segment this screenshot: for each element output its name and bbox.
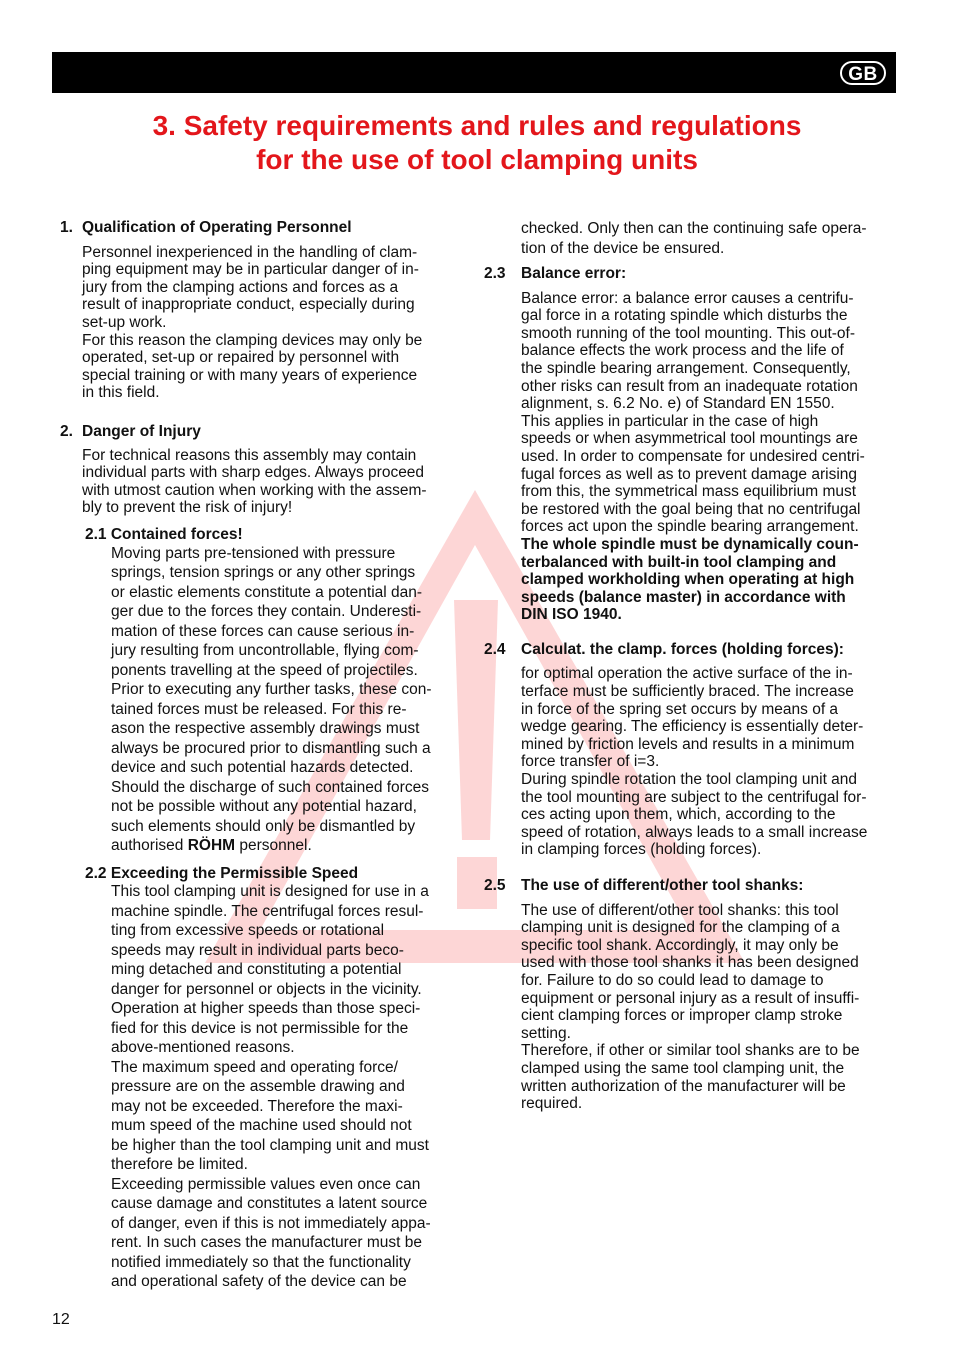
text-line: speeds (balance master) in accordance with bbox=[521, 588, 846, 606]
text-line: clamped using the same tool clamping unit, the bbox=[521, 1059, 845, 1077]
text-line: other risks can result from an inadequate rotation bbox=[521, 377, 858, 395]
text-line: Balance error: a balance error causes a centrifu- bbox=[521, 289, 854, 307]
text-line: ping equipment may be in particular danger of in- bbox=[82, 261, 419, 279]
text-line: above-mentioned reasons. bbox=[111, 1039, 295, 1057]
text-line: mation of these forces can cause serious in- bbox=[111, 622, 415, 640]
section-title: Balance error: bbox=[521, 265, 627, 282]
section-2-text bbox=[82, 447, 460, 517]
subsection-2-1-text bbox=[111, 544, 460, 856]
text-line: clamping unit is designed for the clamping of a bbox=[521, 919, 840, 937]
section-2-4-text bbox=[521, 665, 899, 859]
section-title: The use of different/other tool shanks: bbox=[521, 877, 804, 894]
text-line: checked. Only then can the continuing safe opera- bbox=[521, 220, 867, 237]
section-1-heading bbox=[60, 219, 460, 237]
title-line-1: 3. Safety requirements and rules and regulations bbox=[152, 110, 802, 141]
text-line: mum speed of the machine used should not bbox=[111, 1117, 412, 1135]
section-2-3-text bbox=[521, 290, 899, 624]
text-line: used with those tool shanks it has been designed bbox=[521, 954, 859, 972]
text-line: springs, tension springs or any other springs bbox=[111, 564, 416, 581]
section-2-4-heading bbox=[484, 641, 899, 659]
text-line: danger for personnel or objects in the vicinity. bbox=[111, 980, 422, 998]
text-line: the tool mounting are subject to the centrifugal for- bbox=[521, 788, 867, 806]
left-column bbox=[60, 219, 460, 1292]
text-line: rent. In such cases the manufacturer must be bbox=[111, 1234, 423, 1252]
highlight-text bbox=[521, 536, 899, 624]
text-line: or elastic elements constitute a potential dan- bbox=[111, 583, 423, 601]
text-line: pressure are on the assemble drawing and bbox=[111, 1078, 405, 1096]
text-fragment: authorised bbox=[111, 837, 188, 854]
text-line: The use of different/other tool shanks: this tool bbox=[521, 901, 839, 919]
section-1-text bbox=[82, 244, 460, 402]
text-line: equipment or personal injury as a result of insuffi- bbox=[521, 989, 860, 1007]
text-line: in clamping forces (holding forces). bbox=[521, 841, 762, 859]
text-line: specific tool shank. Accordingly, it may only be bbox=[521, 936, 839, 954]
text-line: be higher than the tool clamping unit and must bbox=[111, 1136, 429, 1154]
text-line: jury from the clamping actions and forces as a bbox=[82, 278, 399, 296]
text-line: Therefore, if other or similar tool shanks are to be bbox=[521, 1042, 860, 1060]
text-line bbox=[111, 836, 460, 856]
text-line: Should the discharge of such contained forces bbox=[111, 778, 429, 796]
text-line: not be possible without any potential hazard, bbox=[111, 798, 417, 815]
brand-name: RÖHM bbox=[187, 837, 236, 854]
text-line: ces acting upon them, which, according to the bbox=[521, 806, 836, 824]
text-line: be restored with the goal being that no centrifugal bbox=[521, 500, 861, 518]
text-line: machine spindle. The centrifugal forces resul- bbox=[111, 902, 424, 920]
text-line: tion of the device be ensured. bbox=[521, 239, 725, 257]
text-line: mined by friction levels and results in a minimum bbox=[521, 735, 855, 753]
text-line: of danger, even if this is not immediately appa- bbox=[111, 1214, 431, 1232]
text-line: The whole spindle must be dynamically coun- bbox=[521, 535, 859, 553]
text-line: Exceeding permissible values even once can bbox=[111, 1175, 421, 1193]
section-number: 1. bbox=[60, 219, 73, 236]
text-line: speeds or when asymmetrical tool mountings are bbox=[521, 430, 858, 448]
text-line: alignment, s. 6.2 No. e) of Standard EN 1550. bbox=[521, 395, 835, 413]
page-title bbox=[0, 109, 954, 177]
text-line: written authorization of the manufacturer will be bbox=[521, 1077, 846, 1095]
text-line: fugal forces as well as to prevent damage arising bbox=[521, 465, 858, 483]
language-badge: GB bbox=[840, 61, 886, 85]
text-line: ason the respective assembly drawings must bbox=[111, 720, 420, 737]
text-line: therefore be limited. bbox=[111, 1156, 248, 1174]
text-line: This tool clamping unit is designed for use in a bbox=[111, 883, 429, 901]
text-line: the spindle bearing arrangement. Consequently, bbox=[521, 359, 851, 377]
section-2-3-heading bbox=[484, 265, 899, 283]
text-line: For this reason the clamping devices may only be bbox=[82, 331, 423, 349]
text-line: and operational safety of the device can be bbox=[111, 1273, 407, 1291]
text-line: smooth running of the tool mounting. This out-of- bbox=[521, 324, 856, 342]
text-line: terbalanced with built-in tool clamping and bbox=[521, 553, 837, 571]
text-line: tained forces must be released. For this re- bbox=[111, 700, 407, 718]
section-number: 2. bbox=[60, 422, 73, 440]
page-number: 12 bbox=[52, 1311, 70, 1328]
text-line: balance effects the work process and the life of bbox=[521, 342, 844, 360]
text-line: DIN ISO 1940. bbox=[521, 606, 622, 624]
text-line: cause damage and constitutes a latent source bbox=[111, 1195, 428, 1213]
subsection-2-2-heading: 2.2 Exceeding the Permissible Speed bbox=[85, 864, 359, 882]
text-line: During spindle rotation the tool clamping unit and bbox=[521, 771, 858, 789]
text-line: from this, the symmetrical mass equilibrium must bbox=[521, 483, 857, 501]
text-line: device and such potential hazards detected. bbox=[111, 759, 414, 776]
text-line: operated, set-up or repaired by personnel with bbox=[82, 349, 400, 367]
text-line: special training or with many years of experience bbox=[82, 366, 418, 384]
section-number: 2.3 bbox=[484, 265, 506, 282]
title-line-2: for the use of tool clamping units bbox=[256, 144, 698, 175]
continued-text bbox=[521, 219, 899, 258]
text-line: This applies in particular in the case of high bbox=[521, 412, 819, 430]
text-line: ger due to the forces they contain. Underesti- bbox=[111, 603, 422, 620]
section-2-5-heading bbox=[484, 877, 899, 895]
text-line: such elements should only be dismantled by bbox=[111, 817, 416, 835]
text-line: gal force in a rotating spindle which disturbs the bbox=[521, 307, 848, 325]
right-column bbox=[484, 219, 899, 1113]
text-line: set-up work. bbox=[82, 313, 167, 331]
subsection-2-1-heading: 2.1 Contained forces! bbox=[85, 525, 243, 543]
text-line: bly to prevent the risk of injury! bbox=[82, 499, 293, 517]
text-line: cient clamping forces or improper clamp stroke bbox=[521, 1007, 843, 1025]
text-line: jury resulting from uncontrollable, flying com- bbox=[111, 642, 419, 659]
text-line: setting. bbox=[521, 1024, 571, 1042]
text-line: wedge gearing. The efficiency is essentially deter- bbox=[521, 718, 864, 736]
text-line: required. bbox=[521, 1095, 583, 1113]
section-title: Calculat. the clamp. forces (holding forces): bbox=[521, 640, 844, 658]
text-line: Operation at higher speeds than those speci- bbox=[111, 1000, 421, 1018]
section-number: 2.4 bbox=[484, 640, 506, 658]
text-line: For technical reasons this assembly may contain bbox=[82, 446, 417, 464]
text-line: forces act upon the spindle bearing arrangement. bbox=[521, 518, 859, 536]
text-fragment: personnel. bbox=[235, 837, 312, 854]
text-line: notified immediately so that the functionality bbox=[111, 1253, 411, 1271]
text-line: Prior to executing any further tasks, these con- bbox=[111, 681, 432, 698]
section-title: Qualification of Operating Personnel bbox=[82, 219, 352, 236]
text-line: speeds may result in individual parts beco- bbox=[111, 941, 404, 959]
text-line: result of inappropriate conduct, especially during bbox=[82, 296, 415, 314]
text-line: in this field. bbox=[82, 384, 160, 402]
text-line: in force of the spring set occurs by means of a bbox=[521, 700, 839, 718]
section-2-5-text bbox=[521, 902, 899, 1113]
text-line: used. In order to compensate for undesired centri- bbox=[521, 447, 865, 465]
text-line: ting from excessive speeds or rotational bbox=[111, 922, 385, 940]
text-line: with utmost caution when working with the assem- bbox=[82, 481, 427, 499]
text-line: always be procured prior to dismantling such a bbox=[111, 739, 431, 757]
text-line: for optimal operation the active surface of the in- bbox=[521, 665, 853, 683]
text-line: Moving parts pre-tensioned with pressure bbox=[111, 544, 396, 562]
section-title: Danger of Injury bbox=[82, 422, 201, 440]
subsection-2-2-text bbox=[111, 882, 460, 1292]
text-line: force transfer of i=3. bbox=[521, 753, 660, 771]
text-line: fied for this device is not permissible for the bbox=[111, 1019, 409, 1037]
text-line: ming detached and constituting a potential bbox=[111, 961, 402, 979]
section-2-heading bbox=[60, 423, 460, 441]
text-line: may not be exceeded. Therefore the maxi- bbox=[111, 1097, 403, 1115]
text-line: terface must be sufficiently braced. The increase bbox=[521, 683, 854, 701]
text-line: The maximum speed and operating force/ bbox=[111, 1058, 398, 1076]
text-line: Personnel inexperienced in the handling of clam- bbox=[82, 243, 418, 261]
text-line: individual parts with sharp edges. Always proceed bbox=[82, 464, 425, 482]
text-line: clamped workholding when operating at high bbox=[521, 571, 855, 589]
text-line: ponents travelling at the speed of projectiles. bbox=[111, 661, 418, 679]
text-line: speed of rotation, always leads to a small increase bbox=[521, 823, 868, 841]
section-number: 2.5 bbox=[484, 877, 506, 894]
text-line: for. Failure to do so could lead to damage to bbox=[521, 971, 824, 989]
